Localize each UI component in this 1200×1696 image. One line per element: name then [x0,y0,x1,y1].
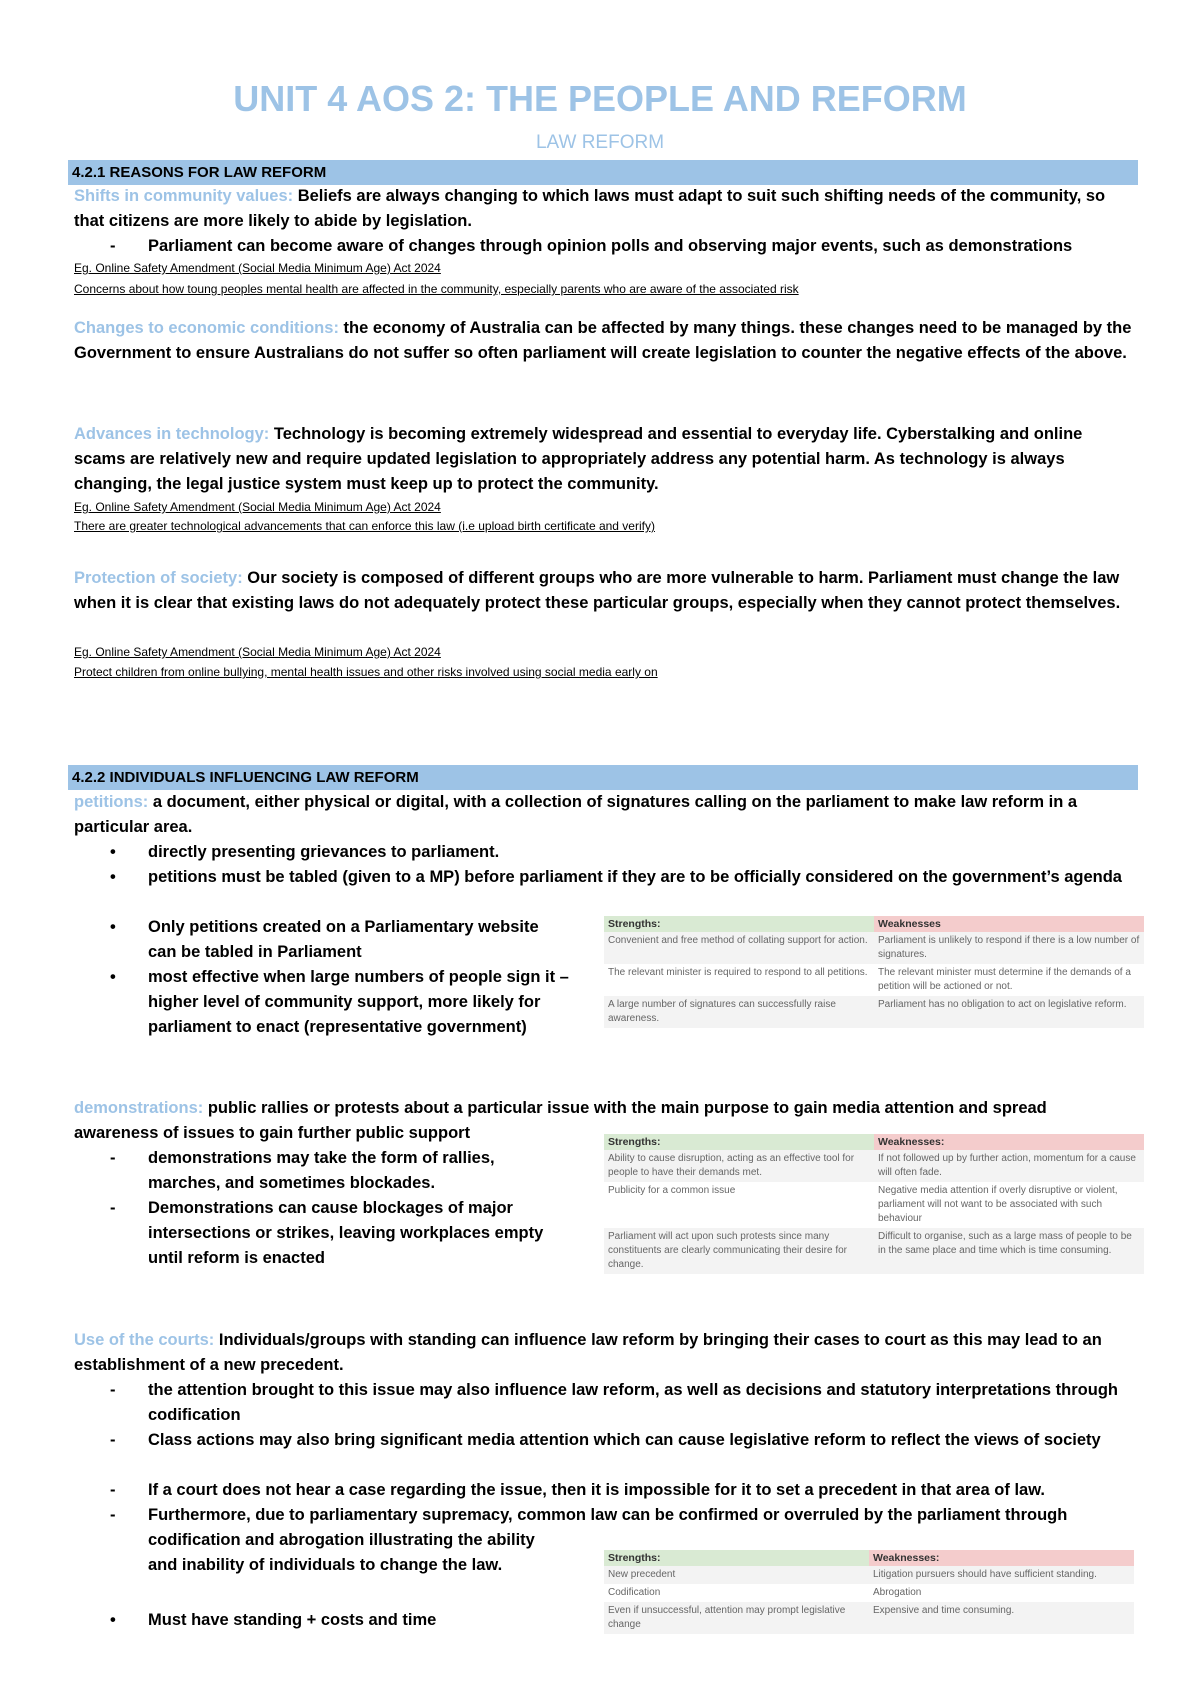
table-cell: New precedent [604,1566,869,1584]
bullet-court-4-line2: codification and abrogation illustrating the ability [148,1531,535,1549]
table-row [604,1602,1134,1634]
table-cell: Parliament will act upon such protests since many constituents are clearly communicating their desire for change. [604,1228,874,1274]
table-cell: Even if unsuccessful, attention may prompt legislative change [604,1602,869,1634]
bullet-text: If a court does not hear a case regarding the issue, then it is impossible for it to set a precedent in that area of law. [148,1481,1046,1499]
bullet-text: petitions must be tabled (given to a MP) before parliament if they are to be officially considered on the government’s agenda [148,868,1122,886]
dash-marker: - [110,1431,116,1449]
text-courts: Individuals/groups with standing can influence law reform by bringing their cases to court as this may lead to an establishment of a new precedent. [74,1331,1102,1374]
keyword-courts: Use of the courts: [74,1331,215,1349]
table-row [604,932,1144,964]
bullet-petition-2 [110,865,1138,890]
weaknesses-header: Weaknesses: [869,1550,1134,1566]
example-note-2: There are greater technological advancements that can enforce this law (i.e upload birth certificate and verify) [74,519,655,533]
table-row [604,996,1144,1028]
document-subtitle: LAW REFORM [535,132,665,153]
bullet-text: Only petitions created on a Parliamentary website can be tabled in Parliament [148,918,539,961]
strengths-header: Strengths: [604,916,874,932]
dash-marker: - [110,1149,116,1167]
example-act-1: Eg. Online Safety Amendment (Social Media Minimum Age) Act 2024 [74,261,441,275]
table-cell: A large number of signatures can successfully raise awareness. [604,996,874,1028]
bullet-court-4-line3: and inability of individuals to change the law. [148,1556,503,1574]
bullet-text: Must have standing + costs and time [148,1611,437,1629]
dash-marker: - [110,237,116,255]
bullet-text: most effective when large numbers of people sign it – higher level of community support, more likely for parliament to enact (representative government) [148,968,569,1036]
table-row [604,1150,1144,1182]
bullet-marker: • [110,843,116,861]
table-row [604,1584,1134,1602]
document-title: UNIT 4 AOS 2: THE PEOPLE AND REFORM [233,78,967,119]
table-cell: Ability to cause disruption, acting as an effective tool for people to have their demands met. [604,1150,874,1182]
strengths-header: Strengths: [604,1134,874,1150]
table-cell: Litigation pursuers should have sufficient standing. [869,1566,1134,1584]
courts-strengths-weaknesses-table [604,1550,1134,1634]
paragraph-petitions [74,790,1134,840]
paragraph-community-values [74,184,1134,234]
bullet-court-3 [110,1478,1138,1503]
dash-marker: - [110,1506,116,1524]
section-heading-reasons: 4.2.1 REASONS FOR LAW REFORM [68,160,1138,185]
weaknesses-header: Weaknesses [874,916,1144,932]
table-cell: If not followed up by further action, momentum for a cause will often fade. [874,1150,1144,1182]
bullet-text: demonstrations may take the form of rallies, marches, and sometimes blockades. [148,1149,495,1192]
bullet-text: the attention brought to this issue may also influence law reform, as well as decisions and statutory interpretations through codification [148,1381,1118,1424]
strengths-header: Strengths: [604,1550,869,1566]
paragraph-economic-conditions [74,316,1134,366]
bullet-petition-3 [110,915,568,965]
bullet-marker: • [110,918,116,936]
bullet-court-4 [110,1503,1148,1528]
bullet-opinion-polls [110,234,1138,259]
text-community-values: Beliefs are always changing to which laws must adapt to suit such shifting needs of the community, so that citizens are more likely to abide by legislation. [74,187,1106,230]
table-row [604,1228,1144,1274]
bullet-court-2 [110,1428,1138,1453]
table-cell: Expensive and time consuming. [869,1602,1134,1634]
example-note-3: Protect children from online bullying, mental health issues and other risks involved using social media early on [74,665,658,679]
bullet-marker: • [110,968,116,986]
example-act-2: Eg. Online Safety Amendment (Social Media Minimum Age) Act 2024 [74,500,441,514]
keyword-economic-conditions: Changes to economic conditions: [74,319,339,337]
petitions-strengths-weaknesses-table [604,916,1144,1028]
bullet-text: Demonstrations can cause blockages of major intersections or strikes, leaving workplaces empty until reform is enacted [148,1199,544,1267]
bullet-marker: • [110,1611,116,1629]
paragraph-protection [74,566,1134,616]
text-technology: Technology is becoming extremely widespread and essential to everyday life. Cyberstalking and online scams are relatively new and require updated legislation to appropriately address any potential harm. As technology is always changing, the legal justice system must keep up to protect the community. [74,425,1083,493]
table-row [604,1182,1144,1228]
paragraph-courts [74,1328,1134,1378]
bullet-demonstration-1 [110,1146,558,1196]
dash-marker: - [110,1381,116,1399]
text-economic-conditions: the economy of Australia can be affected by many things. these changes need to be managed by the Government to ensure Australians do not suffer so often parliament will create legislation to counter the negative effects of the above. [74,319,1132,362]
text-petitions: a document, either physical or digital, with a collection of signatures calling on the parliament to make law reform in a particular area. [74,793,1078,836]
bullet-text: Parliament can become aware of changes through opinion polls and observing major events, such as demonstrations [148,237,1073,255]
table-row [604,1566,1134,1584]
bullet-text: directly presenting grievances to parliament. [148,843,500,861]
bullet-petition-4 [110,965,588,1040]
table-cell: Abrogation [873,1587,922,1598]
bullet-text: Furthermore, due to parliamentary supremacy, common law can be confirmed or overruled by the parliament through [148,1506,1068,1524]
example-note-1: Concerns about how toung peoples mental health are affected in the community, especially parents who are aware of the associated risk [74,282,799,296]
keyword-protection: Protection of society: [74,569,243,587]
table-cell: Negative media attention if overly disruptive or violent, parliament will not want to be associated with such behaviour [878,1185,1118,1224]
table-cell: Publicity for a common issue [608,1185,736,1196]
table-cell: Parliament is unlikely to respond if there is a low number of signatures. [874,932,1144,964]
demonstrations-strengths-weaknesses-table [604,1134,1144,1274]
keyword-technology: Advances in technology: [74,425,270,443]
dash-marker: - [110,1481,116,1499]
dash-marker: - [110,1199,116,1217]
example-act-3: Eg. Online Safety Amendment (Social Media Minimum Age) Act 2024 [74,645,441,659]
bullet-marker: • [110,868,116,886]
table-cell: The relevant minister must determine if the demands of a petition will be actioned or not. [878,967,1131,992]
keyword-petitions: petitions: [74,793,149,811]
bullet-demonstration-2 [110,1196,568,1271]
text-demonstrations: public rallies or protests about a particular issue with the main purpose to gain media attention and spread awareness of issues to gain further public support [74,1099,1047,1142]
text-protection: Our society is composed of different groups who are more vulnerable to harm. Parliament must change the law when it is clear that existing laws do not adequately protect these particular groups, especially when they cannot protect themselves. [74,569,1121,612]
keyword-demonstrations: demonstrations: [74,1099,204,1117]
bullet-petition-1 [110,840,1138,865]
table-cell: Difficult to organise, such as a large mass of people to be in the same place and time which is time consuming. [874,1228,1144,1274]
bullet-text: Class actions may also bring significant media attention which can cause legislative reform to reflect the views of society [148,1431,1101,1449]
table-row [604,964,1144,996]
paragraph-technology [74,422,1134,497]
table-cell: Convenient and free method of collating support for action. [604,932,874,964]
table-cell: Parliament has no obligation to act on legislative reform. [874,996,1144,1028]
bullet-court-5 [110,1608,588,1633]
table-cell: The relevant minister is required to respond to all petitions. [608,967,868,978]
table-cell: Codification [608,1587,661,1598]
keyword-community-values: Shifts in community values: [74,187,294,205]
section-heading-individuals: 4.2.2 INDIVIDUALS INFLUENCING LAW REFORM [68,765,1138,790]
weaknesses-header: Weaknesses: [874,1134,1144,1150]
bullet-court-1 [110,1378,1138,1428]
